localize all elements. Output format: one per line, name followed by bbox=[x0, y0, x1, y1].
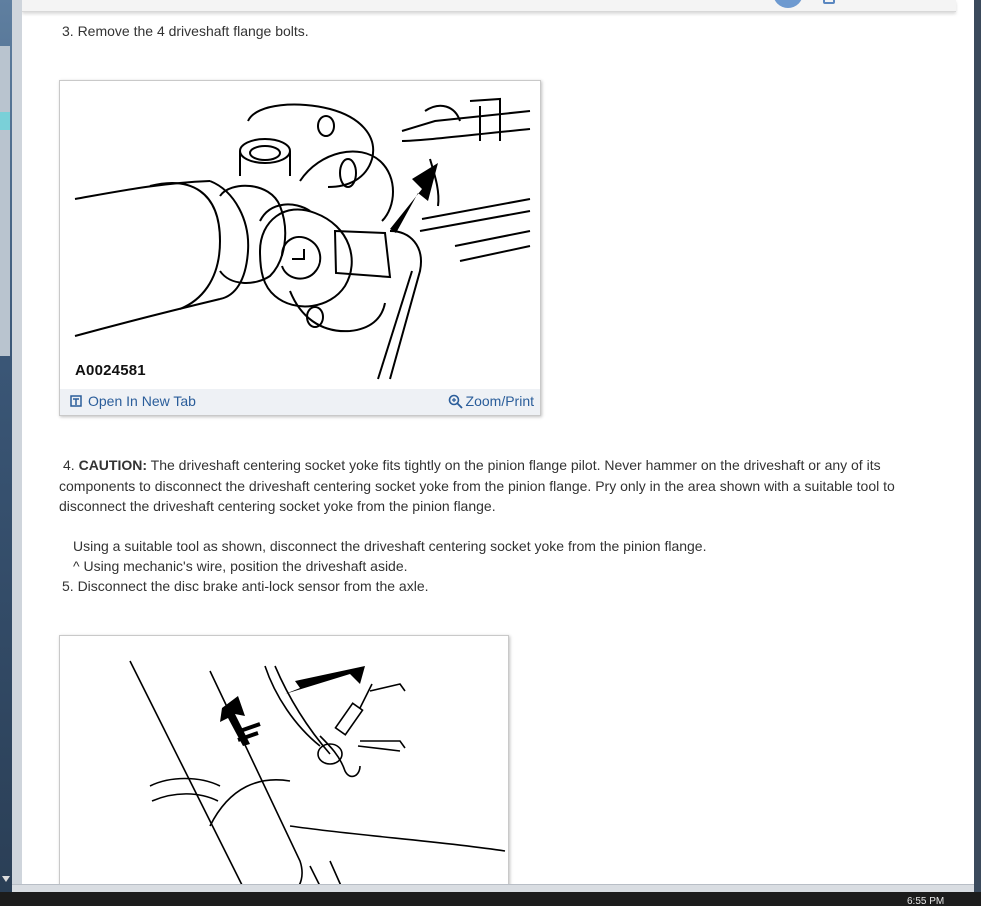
abs-sensor-illustration bbox=[60, 636, 510, 892]
document-frame bbox=[12, 0, 974, 892]
open-in-new-tab-icon bbox=[70, 395, 82, 407]
step-4-substep: Using a suitable tool as shown, disconnect the driveshaft centering socket yoke from the pinion flange. bbox=[73, 538, 707, 554]
document-toolbar bbox=[22, 0, 956, 12]
taskbar bbox=[0, 892, 981, 906]
open-in-new-tab-link[interactable] bbox=[70, 393, 196, 409]
step-4-number: 4. bbox=[63, 457, 75, 473]
figure-action-bar bbox=[60, 389, 540, 415]
left-rail-highlight bbox=[0, 112, 10, 130]
caution-label: CAUTION: bbox=[78, 457, 148, 473]
step-4-note: ^ Using mechanic's wire, position the driveshaft aside. bbox=[73, 558, 408, 574]
figure-id: A0024581 bbox=[75, 362, 146, 379]
step-3: 3. Remove the 4 driveshaft flange bolts. bbox=[62, 23, 309, 39]
left-window-rail bbox=[0, 0, 12, 906]
horizontal-scroll-strip bbox=[12, 884, 974, 892]
driveshaft-illustration bbox=[60, 81, 540, 387]
figure-driveshaft-flange bbox=[59, 80, 541, 416]
document-content bbox=[22, 0, 952, 892]
step-4-caution bbox=[59, 455, 929, 517]
zoom-print-label: Zoom/Print bbox=[465, 393, 534, 409]
zoom-print-link[interactable] bbox=[448, 393, 534, 409]
taskbar-clock: 6:55 PM bbox=[907, 896, 945, 906]
caution-text: The driveshaft centering socket yoke fits tightly on the pinion flange pilot. Never hammer on the driveshaft or any of its components to disconnect the driveshaft centering socket yoke from the pinion flange. Pry only in the area shown with a suitable tool to disconnect the driveshaft centering socket yoke from the pinion flange. bbox=[59, 457, 895, 514]
zoom-icon bbox=[448, 394, 463, 409]
open-in-new-tab-label: Open In New Tab bbox=[88, 393, 196, 409]
toolbar-round-button[interactable] bbox=[773, 0, 803, 8]
figure-abs-sensor bbox=[59, 635, 509, 892]
left-scroll-down-icon[interactable] bbox=[2, 876, 10, 882]
step-5: 5. Disconnect the disc brake anti-lock sensor from the axle. bbox=[62, 578, 429, 594]
left-rail-panel bbox=[0, 46, 10, 356]
toolbar-window-icon[interactable] bbox=[823, 0, 835, 4]
